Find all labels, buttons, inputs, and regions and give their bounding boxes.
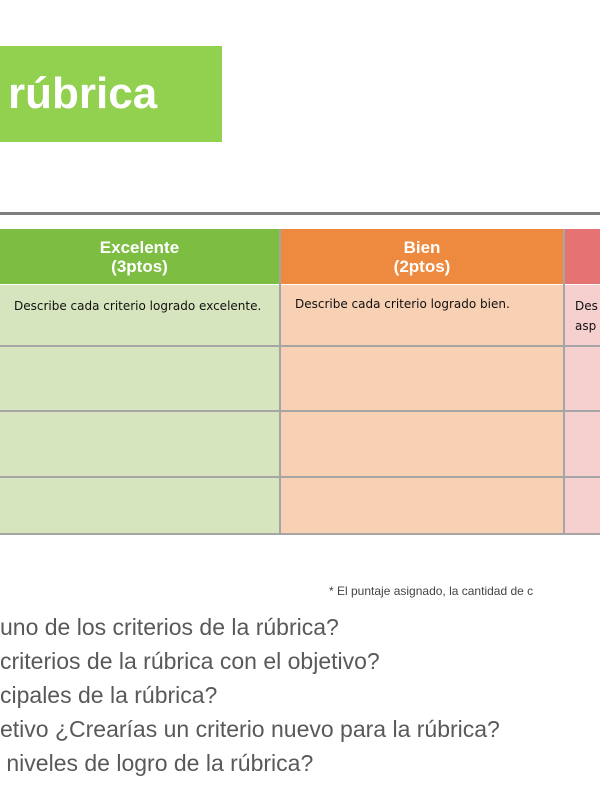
rubric-cell bbox=[281, 477, 563, 535]
rubric-table bbox=[0, 229, 600, 535]
question-item: uno de los criterios de la rúbrica? bbox=[0, 614, 339, 640]
rubric-cell bbox=[565, 411, 600, 477]
description-cell bbox=[0, 284, 279, 346]
table-top-rule bbox=[0, 212, 600, 215]
column-divider bbox=[563, 229, 565, 535]
row-divider bbox=[0, 533, 600, 535]
description-cell bbox=[565, 284, 600, 346]
column-points: (3ptos) bbox=[111, 256, 168, 276]
row-divider bbox=[0, 284, 600, 285]
column-heading: Bien bbox=[403, 237, 441, 257]
question-item: etivo ¿Crearías un criterio nuevo para la rúbrica? bbox=[0, 716, 500, 742]
rubric-cell bbox=[281, 411, 563, 477]
column-header-bien bbox=[281, 229, 563, 284]
description-text: Describe cada criterio logrado excelente. bbox=[14, 299, 262, 313]
rubric-cell bbox=[281, 346, 563, 411]
question-item: cipales de la rúbrica? bbox=[0, 682, 218, 708]
rubric-cell bbox=[0, 477, 279, 535]
rubric-cell bbox=[0, 346, 279, 411]
column-excelente bbox=[0, 229, 279, 535]
question-item: niveles de logro de la rúbrica? bbox=[0, 750, 314, 776]
question-item: criterios de la rúbrica con el objetivo? bbox=[0, 648, 380, 674]
description-text: Describe cada criterio logrado bien. bbox=[295, 297, 510, 311]
row-divider bbox=[0, 476, 600, 478]
rubric-cell bbox=[565, 346, 600, 411]
title-banner bbox=[0, 46, 222, 142]
column-header-partial bbox=[565, 229, 600, 284]
rubric-cell bbox=[0, 411, 279, 477]
column-bien bbox=[281, 229, 563, 535]
question-list bbox=[0, 610, 600, 780]
row-divider bbox=[0, 345, 600, 347]
rubric-cell bbox=[565, 477, 600, 535]
column-partial bbox=[565, 229, 600, 535]
row-divider bbox=[0, 410, 600, 412]
column-heading: Excelente bbox=[99, 237, 180, 257]
footnote: * El puntaje asignado, la cantidad de c bbox=[329, 584, 534, 598]
column-divider bbox=[279, 229, 281, 535]
description-text: Des asp bbox=[575, 299, 598, 333]
column-header-excelente bbox=[0, 229, 279, 284]
description-cell bbox=[281, 284, 563, 346]
column-points: (2ptos) bbox=[393, 256, 451, 276]
page-title: rúbrica bbox=[8, 69, 158, 118]
